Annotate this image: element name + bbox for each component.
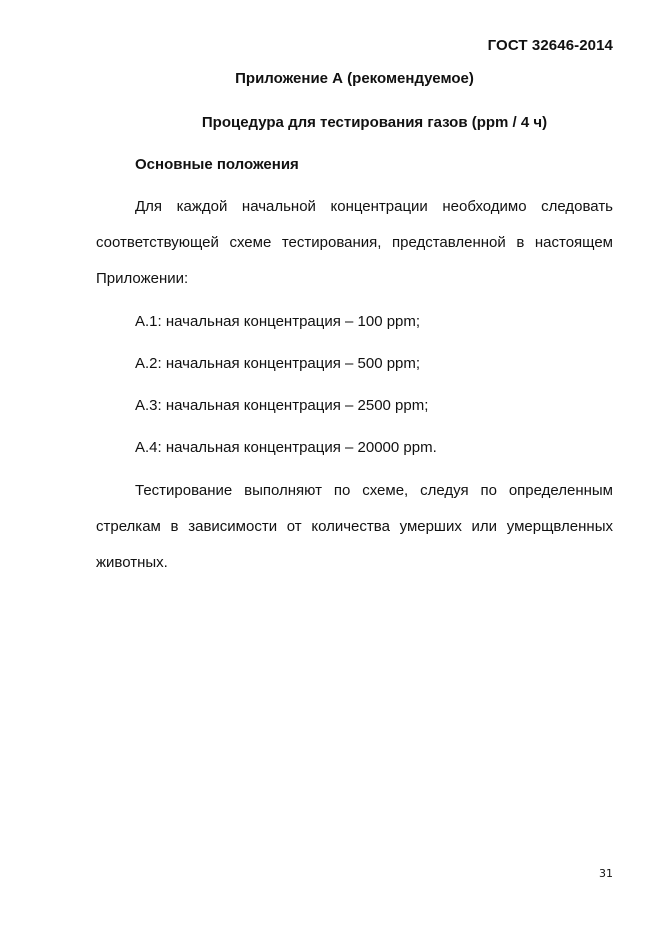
testing-paragraph: Тестирование выполняют по схеме, следуя по определенным стрелкам в зависимости от количества умерших или умерщвленных животных. [96, 482, 613, 571]
page-number: 31 [599, 867, 613, 880]
intro-paragraph: Для каждой начальной концентрации необходимо следовать соответствующей схеме тестирования, представленной в настоящем Приложении: [96, 198, 613, 287]
procedure-title: Процедура для тестирования газов (ppm / 4 ч) [201, 114, 548, 131]
list-item-a3: А.3: начальная концентрация – 2500 ppm; [135, 397, 429, 414]
document-code: ГОСТ 32646-2014 [487, 37, 613, 54]
list-item-a2: А.2: начальная концентрация – 500 ppm; [135, 355, 421, 372]
list-item-a4: А.4: начальная концентрация – 20000 ppm. [135, 439, 437, 456]
section-heading: Основные положения [135, 156, 299, 173]
appendix-title: Приложение А (рекомендуемое) [235, 70, 474, 87]
list-item-a1: А.1: начальная концентрация – 100 ppm; [135, 313, 421, 330]
